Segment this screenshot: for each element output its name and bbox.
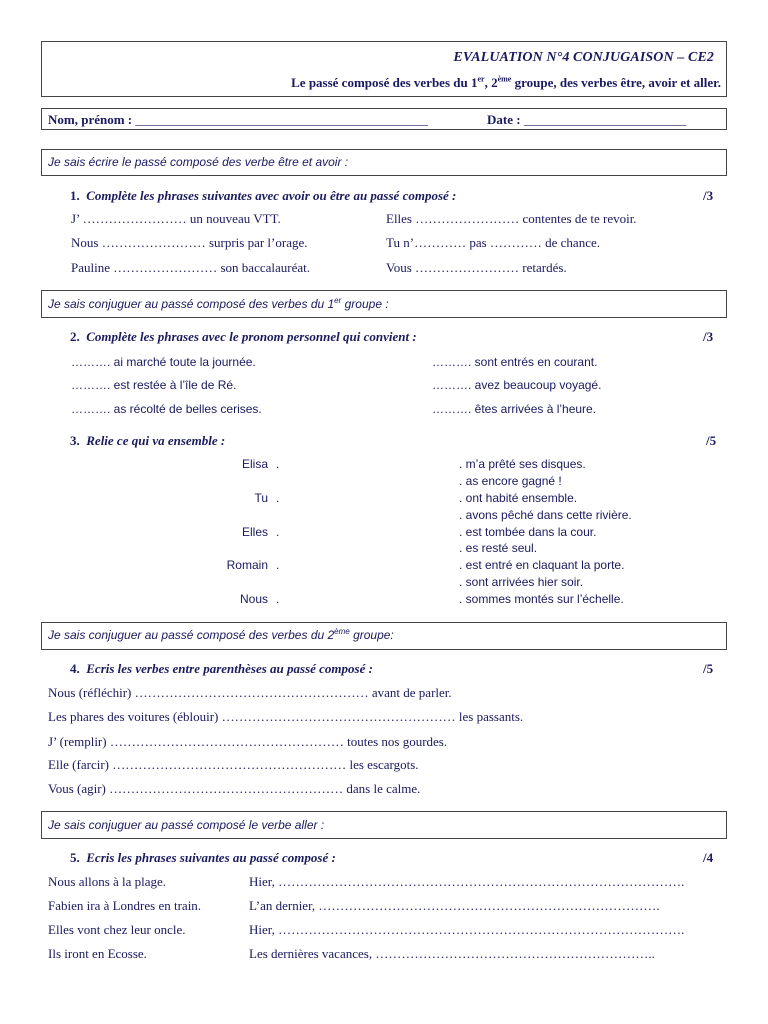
match-predicate[interactable]: . avons pêché dans cette rivière. — [459, 508, 632, 522]
match-predicate[interactable]: . m’a prêté ses disques. — [459, 457, 586, 471]
match-dot-left[interactable]: . — [276, 558, 280, 572]
exercise-number: 4. — [70, 661, 80, 676]
exercise-instruction: Ecris les phrases suivantes au passé composé : — [86, 850, 336, 865]
skill-part: Je sais conjuguer au passé composé des verbes du 2 — [48, 628, 335, 642]
match-dot-left[interactable]: . — [276, 592, 280, 606]
ex2-left-1: ………. ai marché toute la journée. — [71, 355, 256, 369]
ex5-source-4: Ils iront en Ecosse. — [48, 946, 147, 961]
ex5-source-3: Elles vont chez leur oncle. — [48, 922, 186, 937]
ex4-line-2: Les phares des voitures (éblouir) ……………………………………………… les passants. — [48, 709, 524, 724]
subtitle-sup: er — [477, 74, 485, 84]
exercise-number: 3. — [70, 433, 80, 448]
ex4-line-5: Vous (agir) ……………………………………………… dans le calme. — [48, 781, 421, 796]
exercise-instruction: Complète les phrases avec le pronom personnel qui convient : — [86, 329, 417, 344]
skill-sup: er — [334, 296, 342, 305]
ex4-line-4: Elle (farcir) ……………………………………………… les escargots. — [48, 757, 419, 772]
page-subtitle — [291, 75, 721, 91]
ex1-left-3: Pauline …………………… son baccalauréat. — [71, 260, 310, 275]
ex5-source-2: Fabien ira à Londres en train. — [48, 898, 202, 913]
skill-text-4: Je sais conjuguer au passé composé le verbe aller : — [48, 818, 325, 832]
ex1-right-3: Vous …………………… retardés. — [386, 260, 567, 275]
name-line[interactable]: _____________________________________________ — [135, 112, 428, 127]
skill-text-1: Je sais écrire le passé composé des verbe être et avoir : — [48, 155, 349, 169]
exercise-instruction: Relie ce qui va ensemble : — [86, 433, 226, 448]
exercise-3-title — [70, 433, 225, 449]
subtitle-part: groupe, des verbes être, avoir et aller. — [511, 75, 721, 90]
skill-part: groupe : — [341, 297, 389, 311]
skill-text-3 — [48, 628, 394, 642]
ex5-answer-2[interactable]: L’an dernier, ……………………………………………………………………. — [249, 898, 660, 913]
exercise-2-score: /3 — [703, 329, 714, 344]
exercise-5-title — [70, 850, 336, 866]
ex1-left-1: J’ …………………… un nouveau VTT. — [71, 211, 281, 226]
exercise-number: 5. — [70, 850, 80, 865]
ex5-answer-1[interactable]: Hier, …………………………………………………………………………………. — [249, 874, 685, 889]
match-predicate[interactable]: . es resté seul. — [459, 541, 538, 555]
date-line[interactable]: _________________________ — [523, 112, 687, 127]
ex2-left-2: ………. est restée à l’île de Ré. — [71, 378, 237, 392]
match-predicate[interactable]: . est tombée dans la cour. — [459, 525, 597, 539]
match-predicate[interactable]: . sont arrivées hier soir. — [459, 575, 584, 589]
match-predicate[interactable]: . sommes montés sur l’échelle. — [459, 592, 624, 606]
match-predicate[interactable]: . est entré en claquant la porte. — [459, 558, 625, 572]
skill-text-2 — [48, 297, 389, 311]
name-label: Nom, prénom : — [48, 112, 136, 127]
name-field[interactable] — [48, 112, 428, 128]
exercise-number: 1. — [70, 188, 80, 203]
subtitle-part: , 2 — [484, 75, 498, 90]
match-subject: Elles — [241, 525, 268, 539]
exercise-instruction: Complète les phrases suivantes avec avoir ou être au passé composé : — [86, 188, 457, 203]
ex4-line-3: J’ (remplir) ……………………………………………… toutes nos gourdes. — [48, 734, 448, 749]
skill-sup: ème — [334, 627, 350, 636]
ex2-right-2: ………. avez beaucoup voyagé. — [432, 378, 602, 392]
match-subject: Tu — [254, 491, 268, 505]
exercise-4-score: /5 — [703, 661, 714, 676]
exercise-5-score: /4 — [703, 850, 714, 865]
exercise-4-title — [70, 661, 373, 677]
exercise-3-score: /5 — [706, 433, 717, 448]
exercise-2-title — [70, 329, 417, 345]
match-dot-left[interactable]: . — [276, 457, 280, 471]
subtitle-sup: ème — [497, 74, 512, 84]
match-predicate[interactable]: . as encore gagné ! — [459, 474, 562, 488]
skill-part: groupe: — [349, 628, 394, 642]
skill-part: Je sais conjuguer au passé composé des verbes du 1 — [48, 297, 335, 311]
ex2-right-1: ………. sont entrés en courant. — [432, 355, 598, 369]
date-field[interactable] — [487, 112, 686, 128]
ex1-left-2: Nous …………………… surpris par l’orage. — [71, 235, 308, 250]
match-predicate[interactable]: . ont habité ensemble. — [459, 491, 578, 505]
ex1-right-2: Tu n’………… pas ………… de chance. — [386, 235, 600, 250]
date-label: Date : — [487, 112, 524, 127]
match-dot-left[interactable]: . — [276, 525, 280, 539]
ex5-answer-3[interactable]: Hier, …………………………………………………………………………………. — [249, 922, 685, 937]
exercise-number: 2. — [70, 329, 80, 344]
match-dot-left[interactable]: . — [276, 491, 280, 505]
exercise-1-score: /3 — [703, 188, 714, 203]
exercise-instruction: Ecris les verbes entre parenthèses au passé composé : — [86, 661, 373, 676]
match-subject: Elisa — [241, 457, 268, 471]
ex2-left-3: ………. as récolté de belles cerises. — [71, 402, 262, 416]
match-subject: Nous — [239, 592, 268, 606]
exercise-1-title — [70, 188, 456, 204]
match-subject: Romain — [226, 558, 268, 572]
ex5-source-1: Nous allons à la plage. — [48, 874, 167, 889]
ex1-right-1: Elles …………………… contentes de te revoir. — [386, 211, 637, 226]
page-title: EVALUATION N°4 CONJUGAISON – CE2 — [453, 50, 714, 65]
subtitle-part: Le passé composé des verbes du 1 — [291, 75, 478, 90]
ex5-answer-4[interactable]: Les dernières vacances, ……………………………………………………….. — [249, 946, 655, 961]
ex4-line-1: Nous (réfléchir) ……………………………………………… avant de parler. — [48, 685, 452, 700]
ex2-right-3: ………. êtes arrivées à l’heure. — [432, 402, 597, 416]
